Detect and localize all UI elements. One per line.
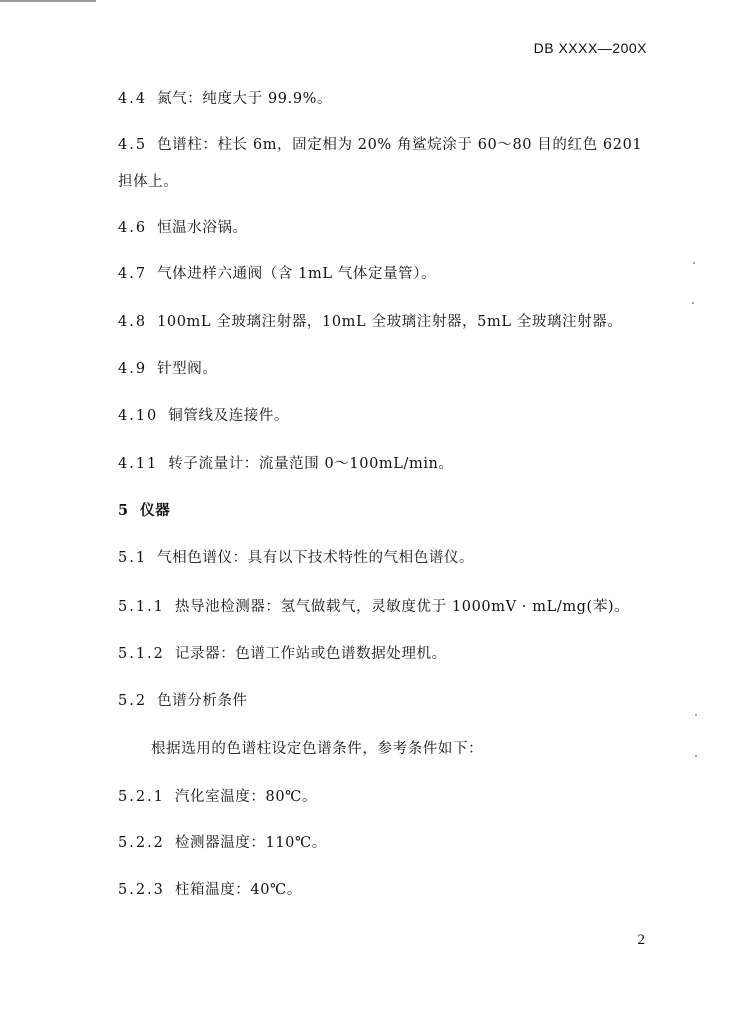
clause-number: 4.11 [118, 456, 159, 472]
clause-number: 4.10 [118, 408, 159, 424]
clause-4-8 [118, 312, 622, 332]
clause-text: 记录器：色谱工作站或色谱数据处理机。 [174, 646, 447, 662]
clause-number: 5.2.3 [118, 882, 165, 898]
scan-speck [693, 262, 695, 264]
clause-number: 4.7 [118, 266, 148, 282]
section-5-heading [118, 501, 170, 521]
clause-number: 4.6 [118, 220, 148, 236]
clause-text: 铜管线及连接件。 [168, 408, 290, 424]
clause-number: 5.2 [118, 693, 148, 709]
scan-speck [692, 302, 694, 304]
clause-text: 针型阀。 [157, 361, 218, 377]
clause-number: 5.1 [118, 550, 148, 566]
clause-5-2 [118, 691, 248, 711]
clause-text: 担体上。 [118, 174, 179, 190]
top-rule [0, 0, 96, 2]
clause-4-9 [118, 359, 217, 379]
clause-text: 柱箱温度：40℃。 [174, 882, 302, 898]
clause-5-2-1 [118, 787, 317, 807]
clause-5-1-1 [118, 597, 629, 617]
clause-text: 色谱柱：柱长 6m，固定相为 20% 角鲨烷涂于 60～80 目的红色 6201 [157, 137, 643, 153]
clause-4-4 [118, 89, 332, 109]
clause-text: 100mL 全玻璃注射器，10mL 全玻璃注射器，5mL 全玻璃注射器。 [157, 314, 623, 330]
clause-4-7 [118, 264, 436, 284]
paragraph-reference-conditions [151, 739, 483, 759]
clause-4-11 [118, 454, 454, 474]
document-code-header: DB XXXX—200X [533, 40, 647, 56]
clause-5-2-3 [118, 880, 302, 900]
clause-text: 气相色谱仪：具有以下技术特性的气相色谱仪。 [157, 550, 475, 566]
section-title: 仪器 [140, 502, 171, 519]
clause-number: 4.4 [118, 91, 148, 107]
clause-4-6 [118, 218, 248, 238]
clause-number: 4.5 [118, 137, 148, 153]
clause-5-1 [118, 548, 474, 568]
page-number: 2 [637, 932, 645, 948]
clause-text: 氮气：纯度大于 99.9%。 [157, 91, 333, 107]
clause-text: 气体进样六通阀（含 1mL 气体定量管）。 [157, 266, 437, 282]
paragraph-text: 根据选用的色谱柱设定色谱条件，参考条件如下： [151, 741, 484, 757]
scan-speck [695, 755, 697, 757]
clause-text: 汽化室温度：80℃。 [174, 789, 318, 805]
section-number: 5 [118, 502, 131, 519]
clause-text: 色谱分析条件 [157, 693, 248, 709]
clause-text: 恒温水浴锅。 [157, 220, 248, 236]
clause-4-10 [118, 406, 289, 426]
scan-speck [695, 714, 697, 716]
clause-text: 检测器温度：110℃。 [174, 835, 327, 851]
clause-text: 热导池检测器：氢气做载气，灵敏度优于 1000mV · mL/mg(苯)。 [174, 599, 630, 615]
clause-number: 5.2.1 [118, 789, 165, 805]
clause-5-1-2 [118, 644, 447, 664]
clause-number: 5.1.1 [118, 599, 165, 615]
clause-text: 转子流量计：流量范围 0～100mL/min。 [168, 456, 454, 472]
clause-number: 5.2.2 [118, 835, 165, 851]
clause-5-2-2 [118, 833, 327, 853]
clause-number: 4.9 [118, 361, 148, 377]
clause-number: 4.8 [118, 314, 148, 330]
clause-4-5-continuation [118, 172, 178, 192]
clause-4-5 [118, 135, 642, 155]
clause-number: 5.1.2 [118, 646, 165, 662]
